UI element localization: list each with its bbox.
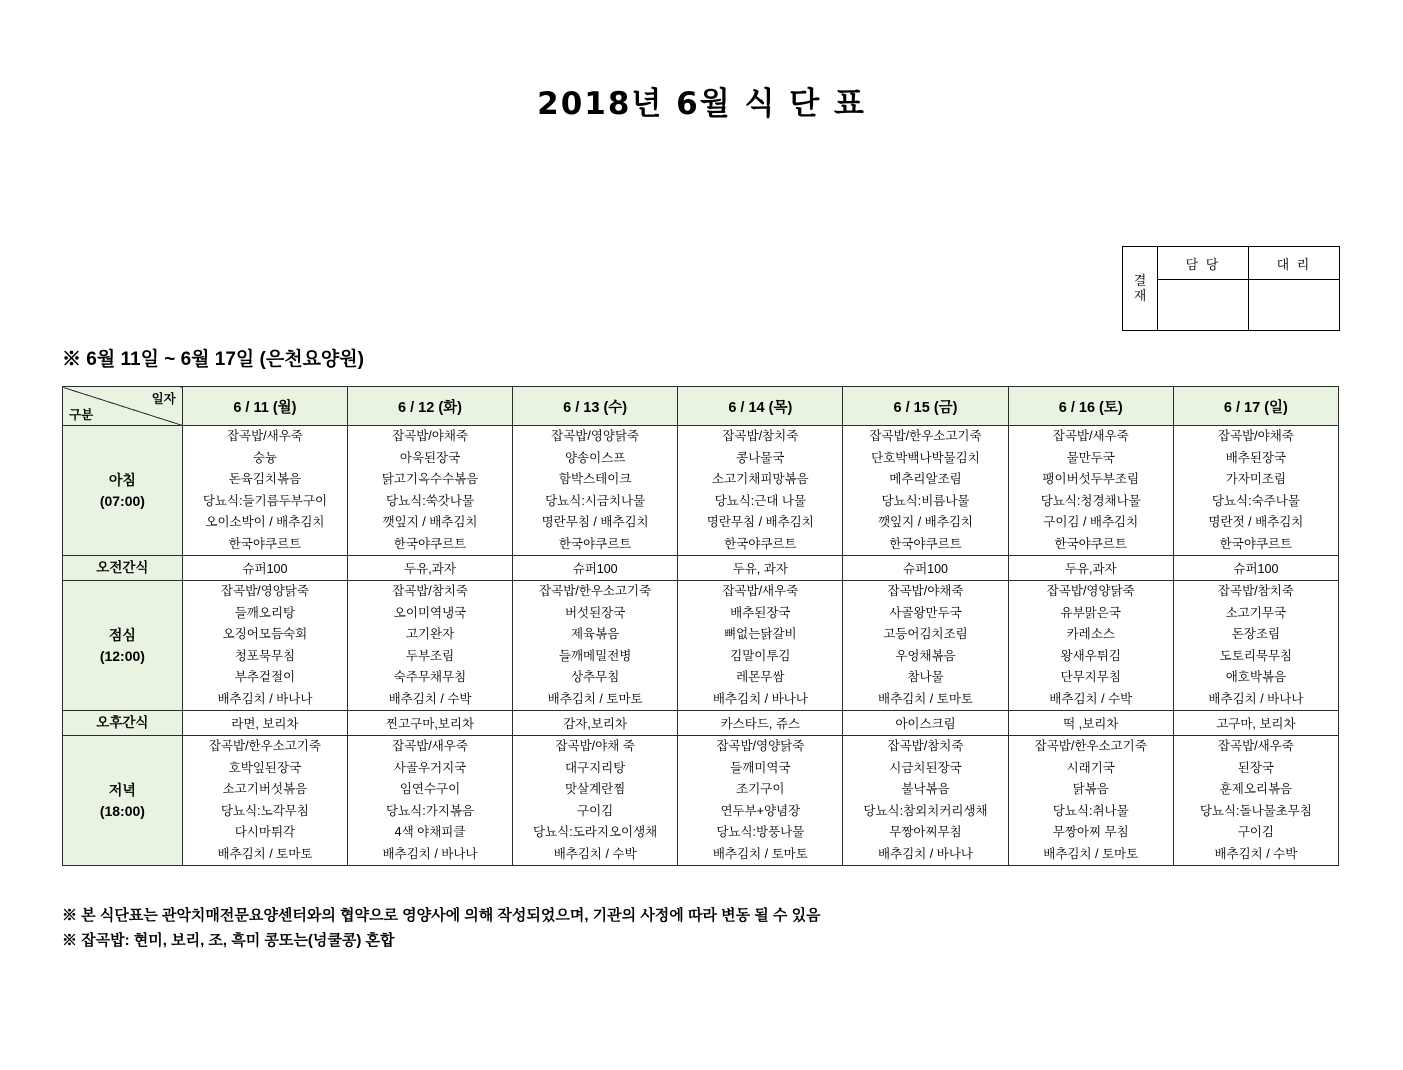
menu-item: 명란젓 / 배추김치 — [1208, 515, 1304, 529]
menu-cell: 두유,과자 — [348, 556, 513, 581]
menu-item: 당뇨식:들기름두부구이 — [202, 493, 328, 508]
menu-cell: 카스타드, 쥬스 — [678, 711, 843, 736]
menu-item: 물만두국 — [1066, 450, 1115, 465]
menu-item: 들깨미역국 — [730, 760, 791, 775]
menu-item: 한국야쿠르트 — [1219, 536, 1293, 551]
row-label-time: (12:00) — [99, 647, 145, 664]
menu-item: 잡곡밥/새우죽 — [722, 584, 799, 598]
footnote-1: ※ 본 식단표는 관악치매전문요양센터와의 협약으로 영양사에 의해 작성되었으며, 기관의 사정에 따라 변동 될 수 있음 — [62, 907, 821, 924]
menu-item: 호박잎된장국 — [228, 760, 302, 775]
menu-item: 배추김치 / 바나나 — [1208, 691, 1304, 706]
menu-item: 유부맑은국 — [1060, 605, 1121, 620]
day-header-2: 6 / 12 (화) — [348, 387, 513, 426]
menu-item: 당뇨식:쑥갓나물 — [386, 493, 475, 508]
table-row — [63, 426, 1339, 556]
menu-item: 당뇨식:근대 나물 — [714, 493, 807, 508]
menu-item: 잡곡밥/새우죽 — [226, 429, 303, 443]
day-header-4: 6 / 14 (목) — [678, 387, 843, 426]
menu-item: 배추김치 / 토마토 — [878, 691, 973, 706]
menu-item: 숭늉 — [252, 450, 277, 465]
menu-item: 연두부+양념장 — [720, 803, 801, 818]
menu-item: 닭볶음 — [1072, 782, 1109, 796]
menu-item: 당뇨식:가지볶음 — [386, 803, 475, 818]
menu-item: 배추김치 / 바나나 — [382, 846, 478, 861]
menu-item: 사골왕만두국 — [889, 605, 962, 620]
approval-label-line1: 결 — [1133, 273, 1147, 289]
menu-item: 잡곡밥/야채죽 — [392, 429, 468, 443]
menu-cell — [1008, 581, 1173, 711]
menu-cell — [512, 581, 677, 711]
menu-item: 구이김 — [1237, 825, 1275, 839]
menu-cell — [678, 426, 843, 556]
menu-item: 돈장조림 — [1231, 627, 1281, 641]
footnote-2: ※ 잡곡밥: 현미, 보리, 조, 흑미 콩또는(넝쿨콩) 혼합 — [62, 931, 395, 949]
menu-item: 제육볶음 — [570, 627, 620, 641]
menu-item: 다시마튀각 — [234, 825, 296, 839]
menu-cell: 찐고구마,보리차 — [348, 711, 513, 736]
menu-item: 잡곡밥/참치죽 — [722, 429, 799, 443]
menu-item: 당뇨식:숙주나물 — [1211, 493, 1300, 508]
menu-item: 배추김치 / 토마토 — [712, 846, 808, 861]
menu-item: 된장국 — [1237, 760, 1275, 775]
menu-cell — [512, 736, 677, 866]
menu-cell — [1008, 736, 1173, 866]
menu-item: 배추된장국 — [730, 605, 791, 620]
menu-item: 소고기버섯볶음 — [222, 782, 308, 796]
menu-cell: 슈퍼100 — [182, 556, 347, 581]
menu-item: 배추김치 / 수박 — [553, 846, 637, 861]
menu-item: 4색 야채피클 — [394, 825, 466, 839]
row-label-title: 점심 — [108, 626, 136, 643]
menu-item: 왕새우튀김 — [1060, 648, 1121, 663]
menu-item: 상추무침 — [570, 670, 620, 684]
menu-item: 당뇨식:취나물 — [1052, 803, 1129, 818]
menu-cell — [182, 581, 347, 711]
menu-cell — [843, 736, 1008, 866]
row-label-4 — [63, 736, 183, 866]
approval-label-line2: 재 — [1133, 287, 1147, 303]
menu-item: 배추김치 / 토마토 — [1043, 846, 1139, 861]
day-header-6: 6 / 16 (토) — [1008, 387, 1173, 426]
menu-item: 잡곡밥/영양닭죽 — [716, 739, 805, 753]
menu-item: 우엉채볶음 — [895, 648, 956, 663]
row-label-title: 저녁 — [108, 781, 136, 798]
menu-item: 당뇨식:노각무침 — [220, 803, 309, 818]
menu-cell — [1173, 736, 1338, 866]
menu-item: 사골우거지국 — [393, 760, 467, 775]
menu-item: 당뇨식:청경채나물 — [1040, 493, 1141, 508]
menu-item: 한국야쿠르트 — [393, 536, 467, 551]
menu-item: 콩나물국 — [736, 450, 785, 465]
row-label-title: 아침 — [108, 471, 136, 488]
menu-item: 잡곡밥/영양닭죽 — [1046, 584, 1135, 598]
menu-item: 들깨오리탕 — [234, 605, 296, 620]
menu-item: 잡곡밥/영양닭죽 — [551, 429, 640, 443]
menu-cell — [843, 426, 1008, 556]
menu-item: 배추김치 / 바나나 — [217, 691, 313, 706]
menu-item: 배추김치 / 수박 — [1214, 846, 1298, 861]
menu-cell — [843, 581, 1008, 711]
menu-cell: 슈퍼100 — [843, 556, 1008, 581]
menu-item: 깻잎지 / 배추김치 — [382, 515, 478, 529]
menu-item: 아욱된장국 — [399, 450, 461, 465]
menu-item: 청포묵무침 — [234, 648, 296, 663]
menu-item: 잡곡밥/한우소고기죽 — [539, 584, 652, 598]
menu-item: 깻잎지 / 배추김치 — [878, 515, 973, 529]
footnotes — [62, 904, 821, 954]
corner-label-date: 일자 — [151, 392, 176, 406]
menu-item: 오이미역냉국 — [393, 605, 467, 620]
day-header-3: 6 / 13 (수) — [512, 387, 677, 426]
corner-label-category: 구분 — [69, 408, 94, 422]
menu-cell: 감자,보리차 — [512, 711, 677, 736]
menu-item: 한국야쿠르트 — [228, 536, 302, 551]
menu-item: 잡곡밥/참치죽 — [887, 739, 964, 753]
menu-cell: 슈퍼100 — [1173, 556, 1338, 581]
table-row — [63, 581, 1339, 711]
menu-cell: 슈퍼100 — [512, 556, 677, 581]
menu-item: 배추김치 / 토마토 — [547, 691, 643, 706]
page-title: 2018년 6월 식 단 표 — [537, 86, 866, 122]
menu-item: 잡곡밥/야채죽 — [887, 584, 964, 598]
menu-item: 버섯된장국 — [564, 605, 626, 620]
table-body — [63, 426, 1339, 866]
approval-label — [1123, 247, 1158, 331]
menu-item: 명란무침 / 배추김치 — [541, 515, 649, 529]
menu-item: 소고기채피망볶음 — [712, 472, 809, 486]
menu-item: 잡곡밥/한우소고기죽 — [208, 739, 321, 753]
menu-item: 잡곡밥/야채 죽 — [555, 739, 635, 753]
menu-item: 김말이투김 — [730, 648, 791, 663]
menu-item: 양송이스프 — [564, 450, 626, 465]
menu-item: 들깨메밀전병 — [558, 648, 632, 663]
menu-cell — [182, 426, 347, 556]
menu-item: 구이김 — [577, 803, 614, 818]
menu-item: 고기완자 — [405, 627, 455, 641]
menu-cell — [182, 736, 347, 866]
menu-item: 참나물 — [907, 670, 944, 684]
menu-cell: 두유,과자 — [1008, 556, 1173, 581]
menu-cell — [1008, 426, 1173, 556]
table-corner-header — [63, 387, 183, 426]
table-row — [63, 711, 1339, 736]
menu-item: 시금치된장국 — [889, 760, 962, 775]
date-range-note: ※ 6월 11일 ~ 6월 17일 (은천요양원) — [62, 349, 364, 370]
row-label-2 — [63, 581, 183, 711]
menu-item: 당뇨식:시금치나물 — [545, 493, 646, 508]
table-header-row — [63, 387, 1339, 426]
menu-item: 닭고기옥수수볶음 — [381, 472, 479, 486]
day-header-5: 6 / 15 (금) — [843, 387, 1008, 426]
menu-item: 카레소스 — [1066, 627, 1115, 641]
menu-item: 숙주무채무침 — [393, 670, 467, 684]
menu-item: 잡곡밥/새우죽 — [392, 739, 468, 753]
menu-cell: 고구마, 보리차 — [1173, 711, 1338, 736]
menu-item: 조기구이 — [736, 782, 785, 796]
menu-cell — [348, 426, 513, 556]
menu-item: 당뇨식:참외치커리생채 — [863, 803, 988, 818]
menu-item: 잡곡밥/한우소고기죽 — [1034, 739, 1147, 753]
menu-item: 오징어모듬숙회 — [222, 627, 308, 641]
menu-item: 도토리묵무침 — [1219, 648, 1293, 663]
row-label-time: (18:00) — [99, 802, 145, 819]
table-row — [63, 736, 1339, 866]
row-label-time: (07:00) — [99, 492, 145, 509]
menu-cell — [348, 581, 513, 711]
menu-cell: 아이스크림 — [843, 711, 1008, 736]
menu-item: 레몬무쌈 — [736, 670, 785, 684]
menu-item: 맛살계란찜 — [564, 782, 626, 796]
menu-item: 가자미조림 — [1225, 472, 1287, 486]
menu-item: 단무지무침 — [1060, 670, 1121, 684]
menu-item: 잡곡밥/새우죽 — [1217, 739, 1294, 753]
menu-item: 구이김 / 배추김치 — [1043, 515, 1139, 529]
day-header-1: 6 / 11 (월) — [182, 387, 347, 426]
menu-item: 무짱아찌 무침 — [1052, 825, 1129, 839]
menu-item: 한국야쿠르트 — [889, 536, 962, 551]
approval-signature-cell-1[interactable] — [1158, 280, 1249, 331]
menu-item: 애호박볶음 — [1225, 670, 1287, 684]
menu-item: 배추김치 / 바나나 — [712, 691, 808, 706]
menu-cell — [1173, 581, 1338, 711]
menu-item: 소고기무국 — [1225, 605, 1287, 620]
menu-item: 임연수구이 — [399, 782, 461, 796]
approval-column-header-2: 대 리 — [1249, 247, 1340, 280]
menu-item: 오이소박이 / 배추김치 — [205, 515, 325, 529]
menu-item: 배추된장국 — [1225, 450, 1287, 465]
menu-item: 함박스테이크 — [558, 472, 632, 486]
menu-item: 팽이버섯두부조림 — [1042, 472, 1140, 486]
menu-cell: 라면, 보리차 — [182, 711, 347, 736]
menu-item: 메추리알조림 — [889, 472, 962, 486]
menu-cell: 두유, 과자 — [678, 556, 843, 581]
approval-stamp-box — [1122, 246, 1340, 331]
menu-item: 잡곡밥/야채죽 — [1217, 429, 1294, 443]
menu-item: 한국야쿠르트 — [724, 536, 797, 551]
menu-item: 잡곡밥/영양닭죽 — [220, 584, 309, 598]
table-row — [63, 556, 1339, 581]
menu-cell — [1173, 426, 1338, 556]
menu-item: 배추김치 / 수박 — [388, 691, 472, 706]
menu-item: 배추김치 / 토마토 — [217, 846, 313, 861]
menu-item: 잡곡밥/참치죽 — [392, 584, 468, 598]
row-label-1: 오전간식 — [63, 556, 183, 581]
menu-item: 잡곡밥/참치죽 — [1217, 584, 1294, 598]
menu-item: 한국야쿠르트 — [558, 536, 632, 551]
menu-item: 뼈없는닭갈비 — [724, 627, 797, 641]
menu-item: 돈육김치볶음 — [228, 472, 302, 486]
menu-cell — [512, 426, 677, 556]
menu-item: 명란무침 / 배추김치 — [706, 515, 814, 529]
menu-item: 고등어김치조림 — [883, 627, 968, 641]
menu-item: 잡곡밥/새우죽 — [1052, 429, 1129, 443]
menu-item: 당뇨식:도라지오이생채 — [533, 825, 658, 839]
menu-item: 당뇨식:방풍나물 — [716, 825, 805, 839]
row-label-3: 오후간식 — [63, 711, 183, 736]
menu-cell: 떡 ,보리차 — [1008, 711, 1173, 736]
approval-signature-cell-2[interactable] — [1249, 280, 1340, 331]
menu-document-page — [0, 78, 1403, 1070]
menu-item: 당뇨식:돌나물초무침 — [1199, 803, 1312, 818]
menu-cell — [678, 736, 843, 866]
weekly-menu-table — [62, 386, 1339, 866]
menu-item: 단호박백나박물김치 — [871, 450, 980, 465]
menu-item: 두부조림 — [405, 648, 455, 663]
menu-item: 부추겉절이 — [234, 670, 296, 684]
menu-item: 한국야쿠르트 — [1054, 536, 1127, 551]
menu-item: 배추김치 / 수박 — [1049, 691, 1133, 706]
row-label-0 — [63, 426, 183, 556]
menu-item: 대구지리탕 — [564, 760, 626, 775]
menu-cell — [678, 581, 843, 711]
menu-item: 불낙볶음 — [901, 782, 950, 796]
menu-item: 당뇨식:비름나물 — [881, 493, 970, 508]
menu-item: 훈제오리볶음 — [1219, 782, 1293, 796]
menu-cell — [348, 736, 513, 866]
day-header-7: 6 / 17 (일) — [1173, 387, 1338, 426]
menu-item: 배추김치 / 바나나 — [878, 846, 973, 861]
approval-column-header-1: 담 당 — [1158, 247, 1249, 280]
menu-item: 잡곡밥/한우소고기죽 — [869, 429, 982, 443]
menu-item: 무짱아찌무침 — [889, 825, 962, 839]
menu-item: 시래기국 — [1066, 760, 1115, 775]
